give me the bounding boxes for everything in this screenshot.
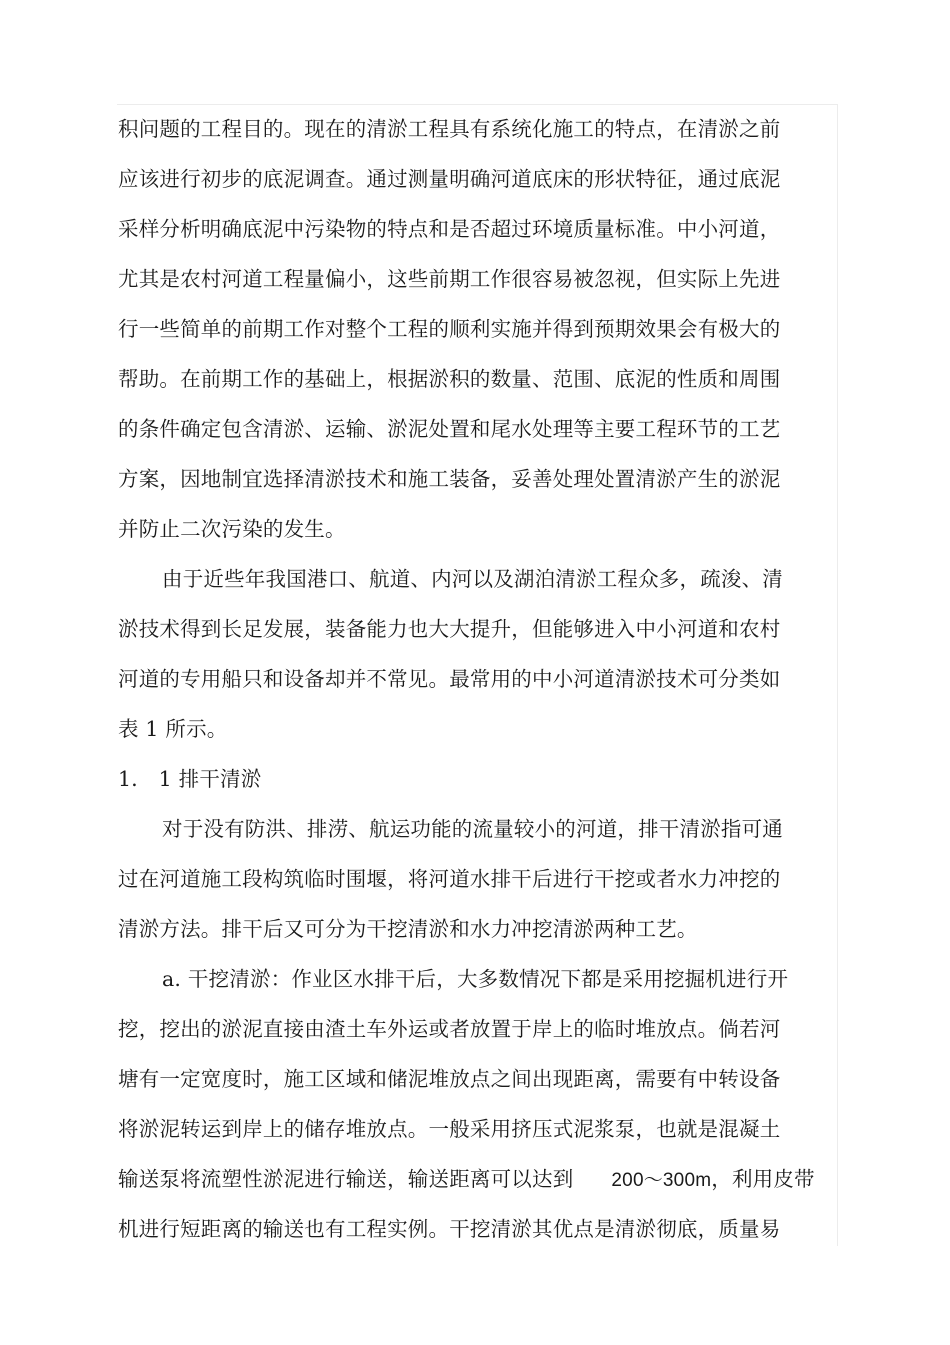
text-line: 尤其是农村河道工程量偏小，这些前期工作很容易被忽视，但实际上先进 [118, 267, 781, 291]
text-line: 帮助。在前期工作的基础上，根据淤积的数量、范围、底泥的性质和周围 [118, 367, 781, 391]
text-line: 积问题的工程目的。现在的清淤工程具有系统化施工的特点，在清淤之前 [118, 117, 781, 141]
text-line: 将淤泥转运到岸上的储存堆放点。一般采用挤压式泥浆泵，也就是混凝土 [118, 1117, 781, 1141]
text-line: 机进行短距离的输送也有工程实例。干挖清淤其优点是清淤彻底，质量易 [118, 1217, 781, 1241]
text-line: 塘有一定宽度时，施工区域和储泥堆放点之间出现距离，需要有中转设备 [118, 1067, 781, 1091]
text-segment: 输送泵将流塑性淤泥进行输送，输送距离可以达到 [118, 1167, 574, 1191]
text-segment: ，利用皮带 [711, 1167, 815, 1191]
text-line: 应该进行初步的底泥调查。通过测量明确河道底床的形状特征，通过底泥 [118, 167, 781, 191]
paragraph-first-line: a. 干挖清淤：作业区水排干后，大多数情况下都是采用挖掘机进行开 [162, 967, 789, 991]
text-line: 表 1 所示。 [118, 717, 228, 741]
text-line: 过在河道施工段构筑临时围堰，将河道水排干后进行干挖或者水力冲挖的 [118, 867, 781, 891]
text-line [118, 1154, 838, 1204]
text-line: 采样分析明确底泥中污染物的特点和是否超过环境质量标准。中小河道， [118, 217, 781, 241]
text-line: 并防止二次污染的发生。 [118, 517, 346, 541]
document-body [118, 104, 838, 1254]
text-line: 方案，因地制宜选择清淤技术和施工装备，妥善处理处置清淤产生的淤泥 [118, 467, 781, 491]
text-line: 河道的专用船只和设备却并不常见。最常用的中小河道清淤技术可分类如 [118, 667, 781, 691]
paragraph-first-line: 由于近些年我国港口、航道、内河以及湖泊清淤工程众多，疏浚、清 [162, 567, 783, 591]
paragraph-first-line: 对于没有防洪、排涝、航运功能的流量较小的河道，排干清淤指可通 [162, 817, 783, 841]
text-line: 挖，挖出的淤泥直接由渣土车外运或者放置于岸上的临时堆放点。倘若河 [118, 1017, 781, 1041]
section-heading: 1． 1 排干清淤 [118, 767, 262, 791]
text-line: 淤技术得到长足发展，装备能力也大大提升，但能够进入中小河道和农村 [118, 617, 781, 641]
text-line: 清淤方法。排干后又可分为干挖清淤和水力冲挖清淤两种工艺。 [118, 917, 698, 941]
text-line: 行一些简单的前期工作对整个工程的顺利实施并得到预期效果会有极大的 [118, 317, 781, 341]
distance-value: 200～300m [611, 1170, 712, 1191]
text-line: 的条件确定包含清淤、运输、淤泥处置和尾水处理等主要工程环节的工艺 [118, 417, 781, 441]
